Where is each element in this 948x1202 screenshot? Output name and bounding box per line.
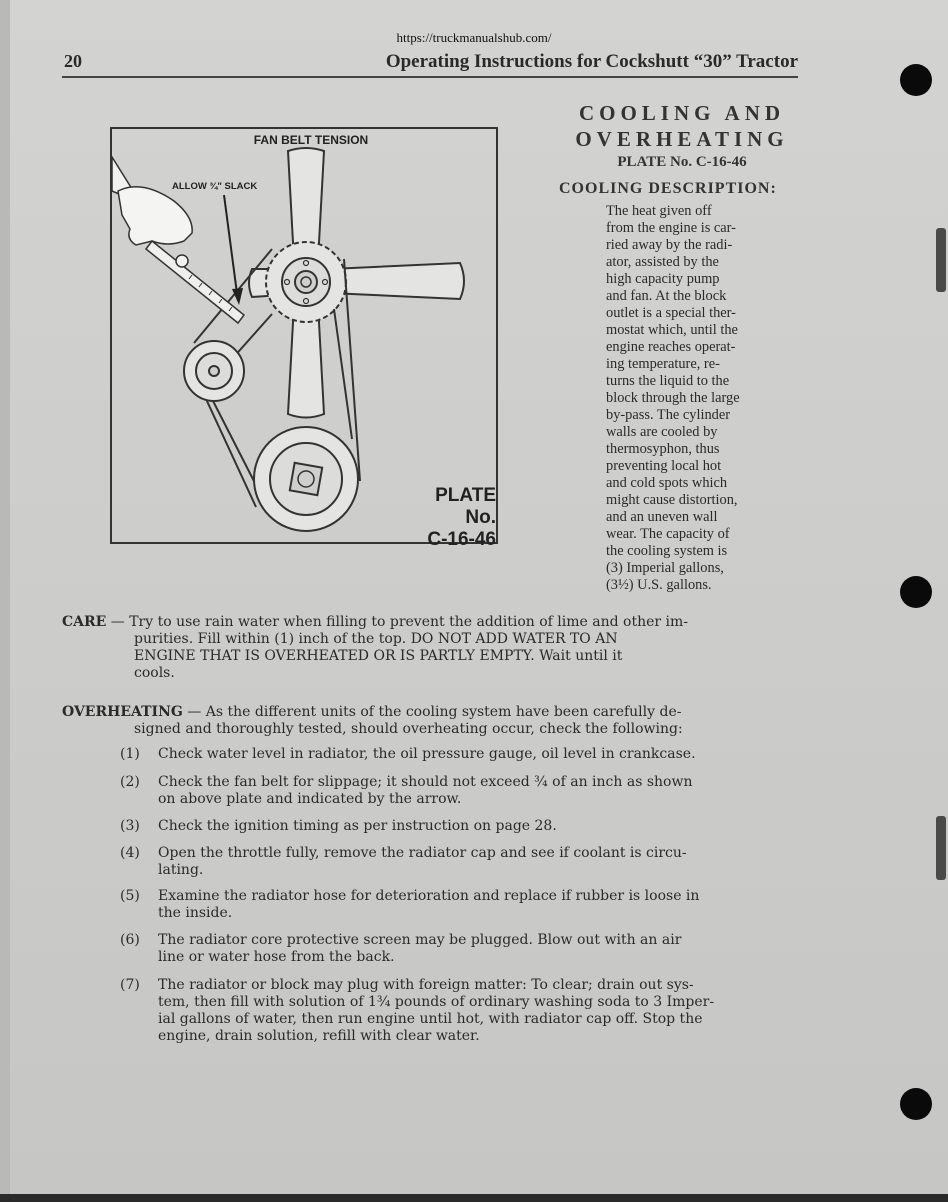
description-line: preventing local hot (606, 458, 722, 474)
figure-title: FAN BELT TENSION (253, 133, 369, 147)
list-item: (3) Check the ignition timing as per instruction on page 28. (120, 818, 557, 834)
description-line: block through the large (606, 390, 740, 406)
list-item: (7) The radiator or block may plug with foreign matter: To clear; drain out sys- tem, then fill with solution of 1¾ pounds of ordinary washing soda to 3 Imper- ial gallons of water, then run engine until hot, with radiator cap off. Stop the engine, drain solution, refill with clear water. (120, 977, 715, 1044)
source-url[interactable]: https://truckmanualshub.com/ (396, 30, 552, 45)
plate-reference: PLATE No. C-16-46 (617, 154, 747, 170)
care-paragraph: CARE — Try to use rain water when filling to prevent the addition of lime and other im- purities. Fill within (1) inch of the top. DO NOT ADD WATER TO AN ENGINE THAT IS OVERHEATED OR IS PARTLY EMPTY. Wait until it cools. (62, 614, 689, 681)
page-tab-bottom (936, 816, 946, 880)
page-bottom-edge (0, 1194, 948, 1202)
description-line: ator, assisted by the (606, 254, 719, 270)
description-line: the cooling system is (606, 543, 728, 559)
list-item: (4) Open the throttle fully, remove the radiator cap and see if coolant is circu- lating. (120, 845, 687, 878)
fan-belt-illustration (112, 129, 496, 542)
page-left-edge (0, 0, 10, 1202)
description-line: engine reaches operat- (606, 339, 736, 355)
description-line: and cold spots which (606, 475, 728, 491)
description-line: high capacity pump (606, 271, 720, 287)
description-line: outlet is a special ther- (606, 305, 736, 321)
list-item: (1) Check water level in radiator, the oil pressure gauge, oil level in crankcase. (120, 746, 696, 762)
fan-blade-right (330, 263, 464, 299)
slack-label: ALLOW ¾" SLACK (172, 181, 258, 192)
description-line: ried away by the radi- (606, 237, 733, 253)
header-rule (62, 76, 798, 78)
hand (118, 187, 192, 245)
description-subheading: COOLING DESCRIPTION: (559, 180, 777, 197)
description-line: The heat given off (606, 203, 712, 219)
list-item: (6) The radiator core protective screen may be plugged. Blow out with an air line or water hose from the back. (120, 932, 682, 965)
page-tab-top (936, 228, 946, 292)
fan-belt-plate (110, 127, 498, 550)
binder-hole-middle (900, 576, 932, 608)
section-heading: COOLING AND OVERHEATING (575, 101, 789, 151)
description-line: and an uneven wall (606, 509, 718, 525)
description-line: mostat which, until the (606, 322, 738, 338)
page-number: 20 (64, 51, 82, 71)
description-line: walls are cooled by (606, 424, 718, 440)
binder-hole-top (900, 64, 932, 96)
slack-arrow (224, 195, 238, 301)
binder-hole-bottom (900, 1088, 932, 1120)
list-item: (2) Check the fan belt for slippage; it should not exceed ¾ of an inch as shown on above plate and indicated by the arrow. (120, 774, 693, 807)
description-line: might cause distortion, (606, 492, 738, 508)
running-title: Operating Instructions for Cockshutt “30” Tractor (385, 51, 798, 72)
list-item: (5) Examine the radiator hose for deterioration and replace if rubber is loose in the inside. (120, 888, 700, 921)
description-line: from the engine is car- (606, 220, 736, 236)
overheating-paragraph: OVERHEATING — As the different units of the cooling system have been carefully de- signed and thoroughly tested, should overheating occur, check the following: (62, 704, 683, 737)
description-line: thermosyphon, thus (606, 441, 720, 457)
description-line: and fan. At the block (606, 288, 727, 304)
description-line: wear. The capacity of (606, 526, 730, 542)
description-line: turns the liquid to the (606, 373, 730, 389)
description-line: (3) Imperial gallons, (606, 560, 724, 576)
description-line: (3½) U.S. gallons. (606, 577, 712, 593)
description-line: ing temperature, re- (606, 356, 720, 372)
cooling-description (606, 203, 798, 594)
plate-label: PLATE No. C-16-46 (427, 485, 496, 550)
description-line: by-pass. The cylinder (606, 407, 731, 423)
